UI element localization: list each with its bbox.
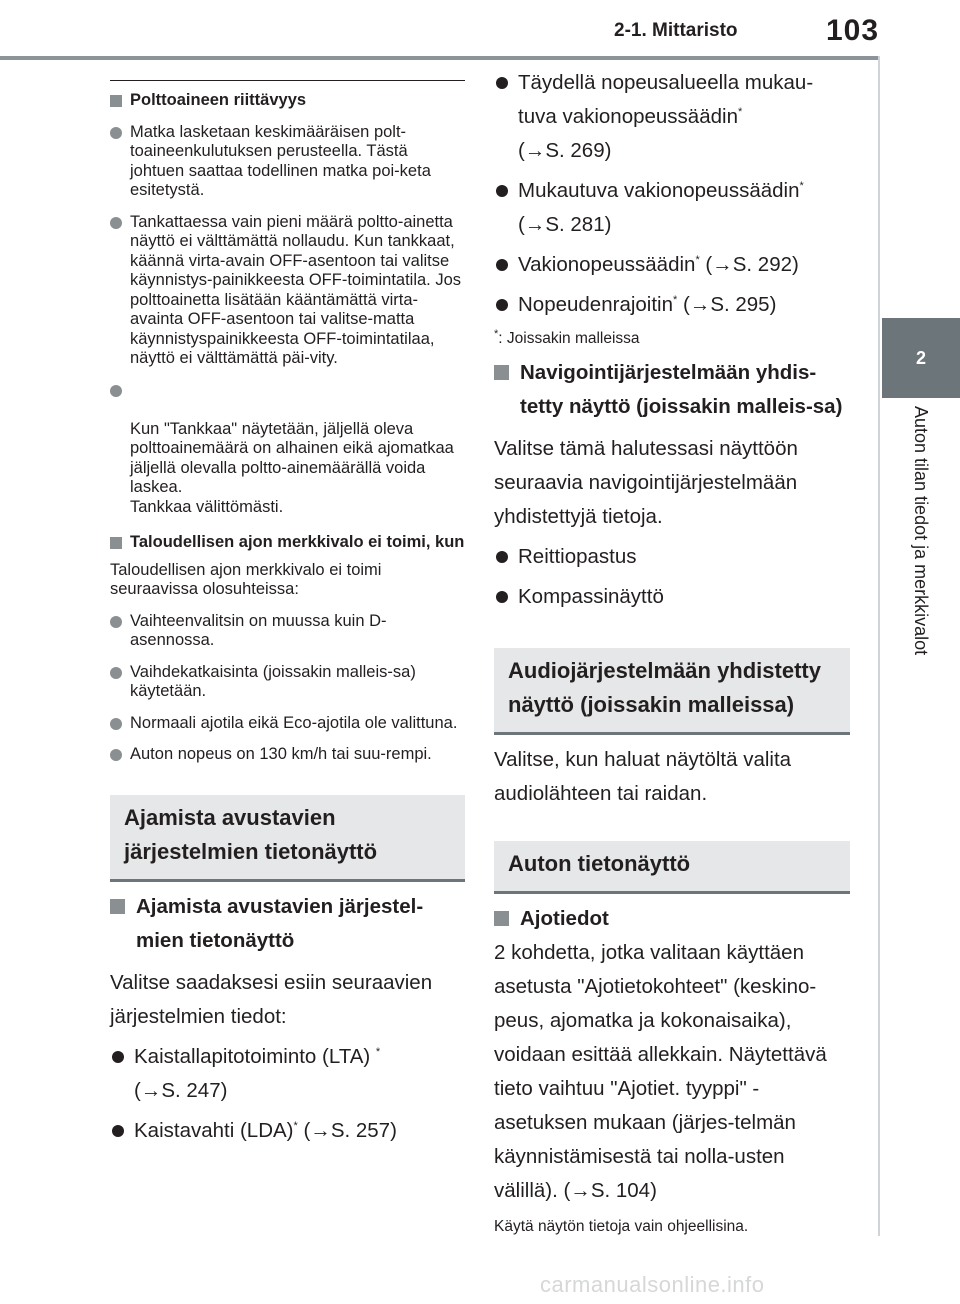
bullet-icon — [110, 217, 122, 229]
trip-heading: Ajotiedot — [494, 902, 850, 936]
fuel-heading: Polttoaineen riittävyys — [110, 91, 465, 111]
assist-section-box: Ajamista avustavien järjestelmien tietonäyttö — [110, 795, 465, 882]
eco-intro: Taloudellisen ajon merkkivalo ei toimi seuraavissa olosuhteissa: — [110, 560, 382, 598]
bullet-icon — [496, 591, 508, 603]
nav-intro: Valitse tämä halutessasi näyttöön seuraavia navigointijärjestelmään yhdistettyjä tietoja. — [494, 437, 798, 528]
bullet-icon — [110, 749, 122, 761]
list-item: Vakionopeussäädin* (→S. 292) — [494, 248, 850, 282]
bullet-icon — [110, 718, 122, 730]
side-divider — [878, 56, 880, 1236]
list-item: Vaihdekatkaisinta (joissakin malleis-sa) käytetään. — [110, 663, 465, 702]
bullet-icon — [110, 616, 122, 628]
list-item: Vaihteenvalitsin on muussa kuin D-asennossa. — [110, 612, 465, 651]
bullet-icon — [496, 551, 508, 563]
info-section-box: Auton tietonäyttö — [494, 841, 850, 894]
section-title: 2-1. Mittaristo — [614, 20, 738, 41]
left-column — [110, 80, 465, 1148]
page-reference: (→S. 292) — [699, 253, 799, 276]
chapter-title-wrap — [882, 406, 960, 716]
trip-text: 2 kohdetta, jotka valitaan käyttäen asetusta "Ajotietokohteet" (keskino-peus, ajomatka ja kokonaisaika), voidaan esittää allekkain. Näytettävä tieto vaihtuu "Ajotiet. tyyppi" -asetuksen mukaan (järjes-telmän käynnistämisestä tai nolla-usten välillä). (→S. 104) — [494, 941, 827, 1202]
page-reference: (→S. 269) — [518, 139, 612, 162]
assist-heading: Ajamista avustavien järjestel-mien tietonäyttö — [110, 890, 465, 958]
bullet-icon — [112, 1125, 124, 1137]
list-item: Kaistavahti (LDA)* (→S. 257) — [110, 1114, 465, 1148]
bullet-icon — [110, 385, 122, 397]
note-text: Käytä näytön tietoja vain ohjeellisina. — [494, 1218, 749, 1235]
page-reference: (→S. 281) — [518, 213, 612, 236]
list-item: Matka lasketaan keskimääräisen polt-toaineenkulutuksen perusteella. Tästä johtuen saattaa todellinen matka poi-keta esitetystä. — [110, 123, 465, 201]
square-bullet-icon — [110, 95, 122, 107]
list-item: Tankattaessa vain pieni määrä poltto-ainetta näyttö ei välttämättä nollaudu. Kun tankkaat, käännä virta-avain OFF-asentoon tai valitse käynnistys-painikkeesta OFF-toimintatila. Jos polttoainetta lisätään kääntämättä virta-avainta OFF-asentoon tai valitse-matta käynnistyspainikkeesta OFF-toimintatilaa, näyttö ei välttämättä päi-vity. — [110, 213, 465, 369]
audio-section-box: Audiojärjestelmään yhdistetty näyttö (joissakin malleissa) — [494, 648, 850, 735]
top-divider — [110, 80, 465, 81]
square-bullet-icon — [110, 899, 125, 914]
header-rule — [0, 56, 880, 60]
nav-heading: Navigointijärjestelmään yhdis-tetty näyttö (joissakin malleis-sa) — [494, 356, 850, 424]
list-item: Reittiopastus — [494, 540, 850, 574]
right-column — [494, 66, 850, 1236]
list-item: Kaistallapitotoiminto (LTA) * (→S. 247) — [110, 1040, 465, 1108]
bullet-icon — [112, 1051, 124, 1063]
watermark: carmanualsonline.info — [540, 1272, 765, 1297]
assist-intro: Valitse saadaksesi esiin seuraavien järjestelmien tiedot: — [110, 970, 433, 1028]
bullet-icon — [496, 299, 508, 311]
list-item: Kompassinäyttö — [494, 580, 850, 614]
page-reference: (→S. 257) — [297, 1118, 397, 1142]
page-reference: (→S. 247) — [134, 1078, 228, 1102]
list-item: Kun "Tankkaa" näytetään, jäljellä oleva polttoainemäärä on alhainen eikä ajomatkaa jäljellä olevalla poltto-ainemäärällä voida laskea. Tankkaa välittömästi. — [110, 381, 465, 518]
list-item: Täydellä nopeusalueella mukau-tuva vakionopeussäädin* (→S. 269) — [494, 66, 850, 168]
page-number: 103 — [826, 14, 880, 47]
square-bullet-icon — [110, 537, 122, 549]
chapter-title: Auton tilan tiedot ja merkkivalot — [911, 406, 931, 656]
square-bullet-icon — [494, 911, 509, 926]
bullet-icon — [110, 667, 122, 679]
audio-text: Valitse, kun haluat näytöltä valita audiolähteen tai raidan. — [494, 748, 792, 805]
list-item: Normaali ajotila eikä Eco-ajotila ole valittuna. — [110, 714, 465, 734]
page-reference: (→S. 295) — [677, 293, 777, 316]
footnote: *: Joissakin malleissa — [494, 327, 640, 347]
bullet-icon — [496, 259, 508, 271]
list-item: Mukautuva vakionopeussäädin* (→S. 281) — [494, 174, 850, 242]
list-item: Nopeudenrajoitin* (→S. 295) — [494, 288, 850, 322]
list-item: Auton nopeus on 130 km/h tai suu-rempi. — [110, 745, 465, 765]
eco-heading: Taloudellisen ajon merkkivalo ei toimi, kun — [110, 533, 465, 553]
bullet-icon — [496, 185, 508, 197]
chapter-tab[interactable]: 2 — [882, 318, 960, 398]
square-bullet-icon — [494, 365, 509, 380]
bullet-icon — [110, 127, 122, 139]
bullet-icon — [496, 77, 508, 89]
